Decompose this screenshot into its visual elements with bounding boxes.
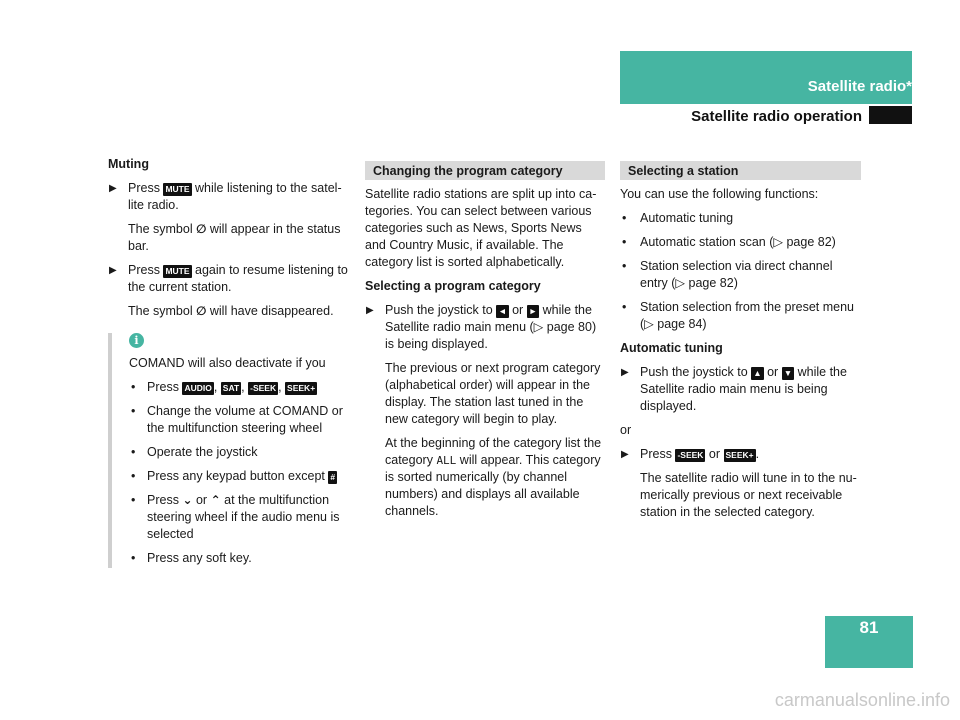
scroll-down-icon: ⌄ <box>182 493 193 507</box>
sat-key-icon: SAT <box>222 383 240 393</box>
info-icon: i <box>129 333 144 348</box>
section-title: Satellite radio operation <box>691 108 862 125</box>
info-bullet: • Operate the joystick <box>129 444 354 461</box>
or-text: or <box>620 423 632 437</box>
audio-key-icon: AUDIO <box>184 383 212 393</box>
page-number: 81 <box>859 618 879 637</box>
function-bullet: • Station selection via direct channel entry (▷ page 82) <box>620 258 861 292</box>
info-bullet: • Press AUDIO , SAT , -SEEK , SEEK+ <box>129 379 354 396</box>
category-step: ▶ Push the joystick to ◄ or ► while the Satellite radio main menu (▷ page 80) is being displayed. <box>365 302 605 353</box>
tuning-step-2: ▶ Press -SEEK or SEEK+ . <box>620 446 861 463</box>
selecting-station-intro: You can use the following functions: <box>620 187 819 201</box>
joystick-right-icon: ► <box>528 306 538 316</box>
joystick-up-icon: ▲ <box>753 368 762 378</box>
selecting-station-column <box>620 161 861 528</box>
info-rule <box>108 333 112 568</box>
category-note-2: At the beginning of the category list the category ALL will appear. This category is sorted numerically (by channel numbers) and displays all available channels. <box>385 436 602 518</box>
mute-symbol-icon: ∅ <box>196 222 207 236</box>
info-intro: COMAND will also deactivate if you <box>129 356 326 370</box>
mute-symbol-icon: ∅ <box>196 304 207 318</box>
info-box <box>129 333 354 574</box>
function-bullet: • Automatic station scan (▷ page 82) <box>620 234 861 251</box>
function-bullet: • Automatic tuning <box>620 210 861 227</box>
seek-up-key-icon: SEEK+ <box>725 450 754 460</box>
muting-step-2: ▶ Press MUTE again to resume listening to the current station. <box>108 262 353 296</box>
program-category-heading: Changing the program category <box>365 161 605 180</box>
category-note-1: The previous or next program category (alphabetical order) will appear in the display. The station last tuned in the new category will begin to play. <box>385 361 601 426</box>
info-bullet: • Press any soft key. <box>129 550 354 567</box>
info-bullet: • Press any keypad button except # <box>129 468 354 485</box>
info-bullet: • Press ⌄ or ⌃ at the multifunction steering wheel if the audio menu is selected <box>129 492 354 543</box>
selecting-category-title: Selecting a program category <box>365 279 541 293</box>
scroll-up-icon: ⌃ <box>210 493 221 507</box>
seek-down-key-icon: -SEEK <box>677 450 704 460</box>
muting-heading: Muting <box>108 157 149 171</box>
header-marker-bar <box>869 106 912 124</box>
selecting-station-heading: Selecting a station <box>620 161 861 180</box>
info-bullet: • Change the volume at COMAND or the multifunction steering wheel <box>129 403 354 437</box>
mute-key-icon: MUTE <box>165 266 190 276</box>
muting-note-2: The symbol ∅ will have disappeared. <box>128 304 334 318</box>
tuning-step-1: ▶ Push the joystick to ▲ or ▼ while the Satellite radio main menu is being displayed. <box>620 364 861 415</box>
seek-up-key-icon: SEEK+ <box>287 383 316 393</box>
mute-key-icon: MUTE <box>165 184 190 194</box>
muting-note-1: The symbol ∅ will appear in the status bar. <box>128 222 341 253</box>
watermark: carmanualsonline.info <box>774 690 950 710</box>
joystick-left-icon: ◄ <box>498 306 507 316</box>
joystick-down-icon: ▼ <box>783 368 793 378</box>
seek-down-key-icon: -SEEK <box>250 383 277 393</box>
hash-key-icon: # <box>330 472 336 482</box>
program-category-column <box>365 161 605 527</box>
program-category-intro: Satellite radio stations are split up into ca-tegories. You can select between various categories such as News, Sports News and Country Music, if available. The category list is sorted alphabetically. <box>365 187 597 269</box>
category-all-code: ALL <box>436 454 457 467</box>
muting-column <box>108 156 353 327</box>
muting-step-1: ▶ Press MUTE while listening to the satel-lite radio. <box>108 180 353 214</box>
automatic-tuning-title: Automatic tuning <box>620 341 723 355</box>
function-bullet: • Station selection from the preset menu (▷ page 84) <box>620 299 861 333</box>
chapter-title: Satellite radio* <box>807 78 912 95</box>
tuning-note: The satellite radio will tune in to the nu-merically previous or next receivable station in the selected category. <box>640 471 857 519</box>
